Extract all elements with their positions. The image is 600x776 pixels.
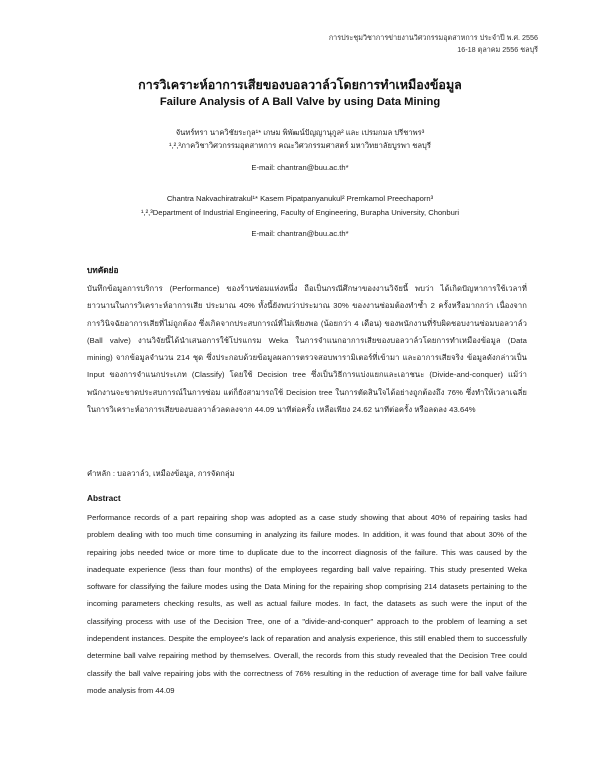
- abstract-thai-heading: บทคัดย่อ: [87, 265, 119, 275]
- keywords-thai: คำหลัก : บอลวาล์ว, เหมืองข้อมูล, การจัดกลุ่ม: [87, 469, 235, 478]
- conference-header: [329, 32, 538, 55]
- paper-title-thai: การวิเคราะห์อาการเสียของบอลวาล์วโดยการทำเหมืองข้อมูล: [138, 78, 462, 92]
- email-thai: E-mail: chantran@buu.ac.th*: [251, 163, 349, 172]
- abstract-thai-text: บันทึกข้อมูลการบริการ (Performance) ของร้านซ่อมแห่งหนึ่ง ถือเป็นกรณีศึกษาของงานวิจัยนี้ พบว่า ได้เกิดปัญหาการใช้เวลาที่ยาวนานในการวิเคราะห์อาการเสีย ประมาณ 40% ทั้งนี้ยังพบว่าประมาณ 30% ของงานซ่อมต้องทำซ้ำ 2 ครั้งหรือมากกว่า เนื่องจากการวินิจฉัยอาการเสียที่ไม่ถูกต้อง ซึ่งเกิดจากประสบการณ์ที่ไม่เพียงพอ (น้อยกว่า 4 เดือน) ของพนักงานที่รับผิดชอบงานซ่อมบอลวาล์ว (Ball valve) งานวิจัยนี้ได้นำเสนอการใช้โปรแกรม Weka ในการจำแนกอาการเสียของบอลวาล์วโดยการทำเหมืองข้อมูล (Data mining) จากข้อมูลจำนวน 214 ชุด ซึ่งประกอบด้วยข้อมูลผลการตรวจสอบพารามิเตอร์ที่เข้ามา และอาการเสียจริง ข้อมูลดังกล่าวเป็น Input ของการจำแนกประเภท (Classify) โดยใช้ Decision tree ซึ่งเป็นวิธีการแบ่งแยกและเอาชนะ (Divide-and-conquer) แม้ว่าพนักงานจะขาดประสบการณ์ในการซ่อม แต่ก็ยังสามารถใช้ Decision tree ในการตัดสินใจได้อย่างถูกต้องถึง 76% ซึ่งทำให้เวลาเฉลี่ยในการวิเคราะห์อาการเสียของบอลวาล์วลดลงจาก 44.09 นาทีต่อครั้ง เหลือเพียง 24.62 นาทีต่อครั้ง หรือลดลง 43.64%: [87, 284, 527, 415]
- conference-name: การประชุมวิชาการข่ายงานวิศวกรรมอุตสาหการ ประจำปี พ.ศ. 2556: [328, 33, 538, 42]
- authors-english: Chantra Nakvachiratrakul¹* Kasem Pipatpanyanukul² Premkamol Preechaporn³: [166, 194, 434, 203]
- paper-title-english: Failure Analysis of A Ball Valve by using Data Mining: [159, 96, 441, 108]
- conference-date: 16-18 ตุลาคม 2556 ชลบุรี: [457, 44, 538, 54]
- affiliation-english: ¹,²,³Department of Industrial Engineering, Faculty of Engineering, Burapha University, Chonburi: [140, 208, 460, 217]
- abstract-english-text: Performance records of a part repairing shop was adopted as a case study showing that about 40% of repairing tasks had problem dealing with too much time consuming in analyzing its failure modes. In addition, it was found that about 30% of the repairing jobs needed twice or more time to duplicate due to the incorrect diagnosis of the failure. This was caused by the inadequate experience (less than four months) of the employees regarding ball valve repairing. This study presented Weka software for classifying the failure modes using the Data Mining for the repairing shop comprising 214 datasets pertaining to the incoming parameters checking results, as well as actual failure modes. In fact, the datasets as such were the input of the classifying process with use of the Decision Tree, one of a "divide-and-conquer" approach to the problem of learning a set independent instances. Despite the employee's lack of reparation and analysis experience, this still enabled them to successfully determine ball valve repairing method by themselves. Overall, the records from this study revealed that the Decision Tree could classify the ball valve repairing jobs with the correctness of 76% resulting in the reduction of average time for ball valve failure mode analysis from 44.09: [87, 513, 527, 695]
- abstract-english-heading: Abstract: [87, 493, 121, 503]
- authors-thai: จันทร์ทรา นาควิชัยระกุล¹* เกษม พิพัฒน์ปัญญานุกูล² และ เปรมกมล ปรีชาพร³: [175, 128, 425, 137]
- affiliation-thai: ¹,²,³ภาควิชาวิศวกรรมอุตสาหการ คณะวิศวกรรมศาสตร์ มหาวิทยาลัยบูรพา ชลบุรี: [169, 141, 431, 150]
- email-english: E-mail: chantran@buu.ac.th*: [251, 229, 349, 238]
